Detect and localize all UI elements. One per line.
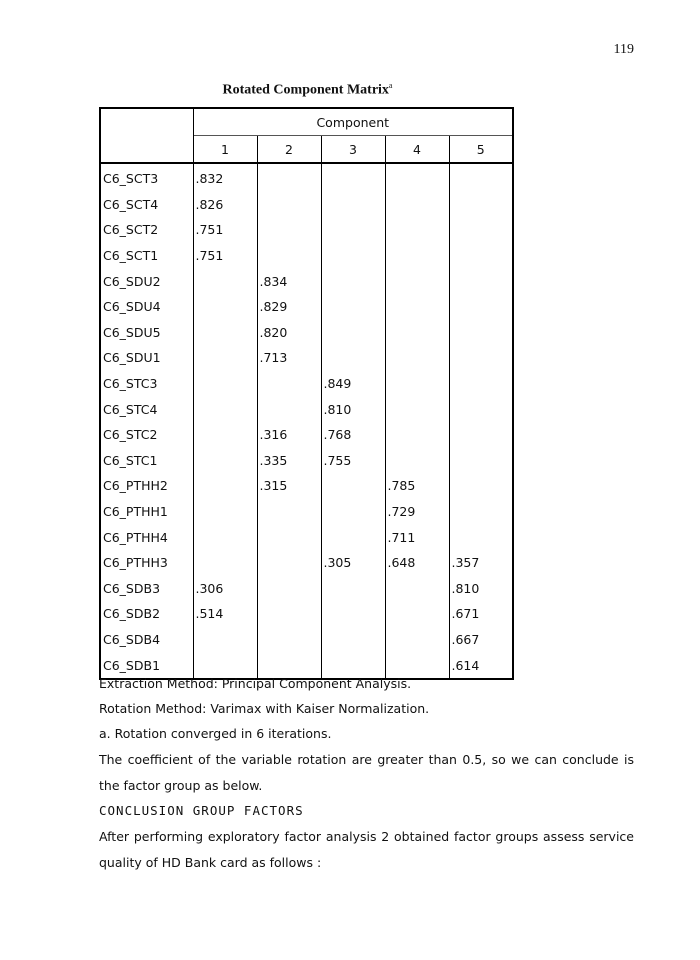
loading-cell <box>385 345 449 371</box>
loading-cell: .751 <box>193 217 257 243</box>
loading-cell <box>321 163 385 192</box>
variable-label: C6_SDU2 <box>100 268 193 294</box>
loading-cell <box>449 396 513 422</box>
loading-cell: .305 <box>321 550 385 576</box>
variable-label: C6_SCT4 <box>100 192 193 218</box>
loading-cell <box>257 524 321 550</box>
loading-cell <box>385 601 449 627</box>
loading-cell: .667 <box>449 627 513 653</box>
loading-cell <box>257 601 321 627</box>
loading-cell <box>449 320 513 346</box>
loading-cell <box>321 294 385 320</box>
table-row <box>100 473 513 499</box>
table-title-text: Rotated Component Matrix <box>222 82 389 98</box>
loading-cell <box>193 524 257 550</box>
table-row <box>100 371 513 397</box>
variable-label: C6_SDB4 <box>100 627 193 653</box>
loading-cell <box>193 294 257 320</box>
section-heading: CONCLUSION GROUP FACTORS <box>99 803 304 818</box>
table-row <box>100 627 513 653</box>
variable-label: C6_PTHH4 <box>100 524 193 550</box>
variable-label: C6_PTHH3 <box>100 550 193 576</box>
loading-cell <box>321 192 385 218</box>
table-row <box>100 345 513 371</box>
conclusion-paragraph: The coefficient of the variable rotation are greater than 0.5, so we can conclude is the factor group as below. <box>99 752 634 793</box>
loading-cell <box>321 345 385 371</box>
loading-cell: .755 <box>321 448 385 474</box>
loading-cell <box>385 652 449 679</box>
loading-cell: .711 <box>385 524 449 550</box>
loading-cell <box>321 243 385 269</box>
variable-label: C6_STC4 <box>100 396 193 422</box>
table-row <box>100 601 513 627</box>
loading-cell <box>257 550 321 576</box>
loading-cell <box>257 163 321 192</box>
loading-cell: .316 <box>257 422 321 448</box>
loading-cell <box>321 627 385 653</box>
loading-cell <box>385 396 449 422</box>
loading-cell <box>449 243 513 269</box>
factor-groups-paragraph: After performing exploratory factor analysis 2 obtained factor groups assess service quality of HD Bank card as follows : <box>99 829 634 870</box>
loading-cell <box>449 294 513 320</box>
component-number-1: 1 <box>193 136 257 164</box>
loading-cell <box>385 576 449 602</box>
table-row <box>100 294 513 320</box>
loading-cell <box>385 371 449 397</box>
loading-cell <box>193 371 257 397</box>
loading-cell <box>321 320 385 346</box>
loading-cell <box>449 268 513 294</box>
variable-label: C6_SCT3 <box>100 163 193 192</box>
loading-cell: .729 <box>385 499 449 525</box>
extraction-note: Extraction Method: Principal Component Analysis. <box>99 676 412 691</box>
loading-cell: .810 <box>449 576 513 602</box>
loading-cell <box>257 396 321 422</box>
convergence-note: a. Rotation converged in 6 iterations. <box>99 726 332 741</box>
loading-cell <box>193 652 257 679</box>
loading-cell <box>257 627 321 653</box>
table-row <box>100 524 513 550</box>
loading-cell <box>449 192 513 218</box>
variable-label: C6_SCT1 <box>100 243 193 269</box>
loading-cell: .751 <box>193 243 257 269</box>
loading-cell: .829 <box>257 294 321 320</box>
table-title <box>100 81 515 99</box>
loading-cell <box>193 499 257 525</box>
table-row <box>100 550 513 576</box>
table-row <box>100 192 513 218</box>
loading-cell <box>193 473 257 499</box>
loading-cell <box>321 268 385 294</box>
loading-cell <box>449 524 513 550</box>
loading-cell <box>449 371 513 397</box>
rotation-note: Rotation Method: Varimax with Kaiser Normalization. <box>99 701 430 716</box>
loading-cell <box>385 294 449 320</box>
loading-cell: .514 <box>193 601 257 627</box>
table-row <box>100 217 513 243</box>
loading-cell <box>385 448 449 474</box>
variable-label: C6_STC2 <box>100 422 193 448</box>
loading-cell: .768 <box>321 422 385 448</box>
loading-cell: .820 <box>257 320 321 346</box>
loading-cell: .834 <box>257 268 321 294</box>
loading-cell: .335 <box>257 448 321 474</box>
table-row <box>100 396 513 422</box>
table-row <box>100 499 513 525</box>
loading-cell <box>193 448 257 474</box>
loading-cell <box>385 243 449 269</box>
loading-cell <box>321 601 385 627</box>
loading-cell <box>449 422 513 448</box>
loading-cell <box>385 217 449 243</box>
variable-label: C6_SDU1 <box>100 345 193 371</box>
loading-cell <box>321 473 385 499</box>
loading-cell: .671 <box>449 601 513 627</box>
loading-cell <box>193 422 257 448</box>
loading-cell: .357 <box>449 550 513 576</box>
variable-label: C6_SCT2 <box>100 217 193 243</box>
loading-cell <box>385 627 449 653</box>
table-row <box>100 652 513 679</box>
loading-cell <box>385 422 449 448</box>
variable-label: C6_SDU5 <box>100 320 193 346</box>
loading-cell <box>257 652 321 679</box>
table-row <box>100 268 513 294</box>
loading-cell: .614 <box>449 652 513 679</box>
loading-cell <box>193 345 257 371</box>
table-row <box>100 163 513 192</box>
variable-label: C6_SDB2 <box>100 601 193 627</box>
loading-cell: .826 <box>193 192 257 218</box>
variable-label: C6_SDB3 <box>100 576 193 602</box>
loading-cell: .648 <box>385 550 449 576</box>
table-title-footnote-mark: a <box>388 81 393 90</box>
loading-cell <box>321 524 385 550</box>
matrix-body <box>100 163 513 679</box>
loading-cell <box>385 320 449 346</box>
variable-label: C6_STC1 <box>100 448 193 474</box>
variable-label: C6_SDB1 <box>100 652 193 679</box>
loading-cell <box>321 217 385 243</box>
loading-cell <box>193 268 257 294</box>
component-number-3: 3 <box>321 136 385 164</box>
loading-cell <box>321 652 385 679</box>
variable-label: C6_PTHH2 <box>100 473 193 499</box>
loading-cell <box>193 320 257 346</box>
loading-cell <box>321 499 385 525</box>
table-row <box>100 448 513 474</box>
loading-cell <box>193 627 257 653</box>
loading-cell <box>257 576 321 602</box>
loading-cell: .713 <box>257 345 321 371</box>
loading-cell <box>193 396 257 422</box>
loading-cell: .810 <box>321 396 385 422</box>
loading-cell <box>321 576 385 602</box>
table-row <box>100 576 513 602</box>
loading-cell <box>385 163 449 192</box>
variable-label: C6_PTHH1 <box>100 499 193 525</box>
corner-cell <box>100 108 193 163</box>
loading-cell <box>449 499 513 525</box>
table-row <box>100 422 513 448</box>
loading-cell <box>193 550 257 576</box>
variable-label: C6_SDU4 <box>100 294 193 320</box>
loading-cell: .849 <box>321 371 385 397</box>
loading-cell <box>257 217 321 243</box>
loading-cell <box>385 192 449 218</box>
variable-label: C6_STC3 <box>100 371 193 397</box>
rotated-component-matrix <box>99 107 514 680</box>
table-row <box>100 320 513 346</box>
loading-cell <box>449 345 513 371</box>
component-header: Component <box>193 108 513 136</box>
loading-cell <box>449 217 513 243</box>
component-number-4: 4 <box>385 136 449 164</box>
loading-cell: .832 <box>193 163 257 192</box>
loading-cell: .306 <box>193 576 257 602</box>
loading-cell <box>257 243 321 269</box>
loading-cell <box>449 163 513 192</box>
page-number: 119 <box>613 42 634 57</box>
loading-cell: .315 <box>257 473 321 499</box>
component-number-2: 2 <box>257 136 321 164</box>
loading-cell <box>449 473 513 499</box>
table-row <box>100 243 513 269</box>
loading-cell <box>257 192 321 218</box>
loading-cell <box>257 371 321 397</box>
loading-cell <box>385 268 449 294</box>
loading-cell: .785 <box>385 473 449 499</box>
component-number-5: 5 <box>449 136 513 164</box>
loading-cell <box>257 499 321 525</box>
loading-cell <box>449 448 513 474</box>
